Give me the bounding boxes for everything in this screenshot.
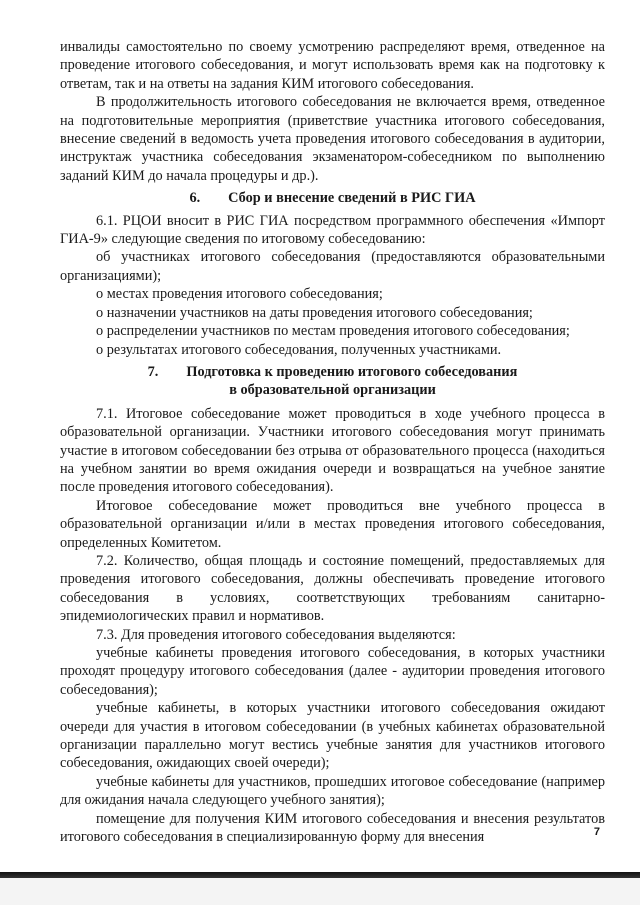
section-7-paragraph: Итоговое собеседование может проводиться вне учебного процесса в образовательной организации и/или в местах проведения итогового собеседования, определенных Комитетом. — [60, 497, 605, 551]
intro-paragraph-1: инвалиды самостоятельно по своему усмотрению распределяют время, отведенное на проведение итогового собеседования, и могут использовать время как на подготовку к ответам, так и на ответы на задания КИМ итогового собеседования. — [60, 39, 605, 92]
section-7-heading — [60, 363, 605, 400]
section-7-list-item: учебные кабинеты проведения итогового собеседования, в которых участники проходят процедуру итогового собеседования (далее - аудитории проведения итогового собеседования); — [60, 645, 605, 698]
section-7-title-line1: Подготовка к проведению итогового собеседования — [186, 363, 518, 380]
section-7-number: 7. — [147, 363, 159, 380]
section-6-list-item: об участниках итогового собеседования (предоставляются образовательными организациями); — [60, 249, 605, 284]
section-7-paragraph: 7.3. Для проведения итогового собеседования выделяются: — [96, 626, 456, 643]
section-6-heading — [60, 189, 605, 207]
section-6-list-item: о результатах итогового собеседования, полученных участниками. — [96, 341, 502, 358]
section-7-paragraph: 7.1. Итоговое собеседование может проводиться в ходе учебного процесса в образовательной организации. Участники итогового собеседования могут принимать участие в итоговом собеседовании без отрыва от образовательного процесса (находиться на учебном занятии во время ожидания очереди и возвращаться на учебное занятие после проведения итогового собеседования). — [60, 405, 605, 496]
section-7-list-item: учебные кабинеты, в которых участники итогового собеседования ожидают очереди для участия в итоговом собеседовании (в учебных кабинетах образовательной организации параллельно могут вестись учебные занятия для участников итогового собеседования, ожидающих своей очереди); — [60, 700, 605, 772]
scan-bottom-margin — [0, 878, 640, 905]
section-6-title: Сбор и внесение сведений в РИС ГИА — [228, 190, 476, 207]
intro-paragraph-2: В продолжительность итогового собеседования не включается время, отведенное на подготовительные мероприятия (приветствие участника итогового собеседования, внесение сведений в ведомость учета проведения итогового собеседования в аудитории, инструктаж участника собеседования экзаменатором-собеседником по выполнению заданий КИМ до начала процедуры и др.). — [60, 94, 605, 184]
section-6-paragraph: 6.1. РЦОИ вносит в РИС ГИА посредством программного обеспечения «Импорт ГИА-9» следующие сведения по итоговому собеседованию: — [60, 212, 605, 248]
section-6-list-item: о распределении участников по местам проведения итогового собеседования; — [96, 323, 570, 340]
section-6-list-item: о назначении участников на даты проведения итогового собеседования; — [96, 304, 533, 321]
section-7-list-item: учебные кабинеты для участников, прошедших итоговое собеседование (например для ожидания начала следующего учебного занятия); — [60, 773, 605, 809]
section-7-paragraph: 7.2. Количество, общая площадь и состояние помещений, предоставляемых для проведения итогового собеседования, должны обеспечивать проведение итогового собеседования в условиях, соответствующих требованиям санитарно-эпидемиологических правил и нормативов. — [60, 552, 605, 625]
page-number: 7 — [593, 826, 600, 838]
section-6-list-item: о местах проведения итогового собеседования; — [96, 286, 383, 303]
section-7-title-line2: в образовательной организации — [229, 382, 436, 399]
document-page — [60, 38, 605, 846]
section-7-list-item: помещение для получения КИМ итогового собеседования и внесения результатов итогового собеседования в специализированную форму для внесения — [60, 810, 605, 846]
section-6-number: 6. — [189, 190, 201, 207]
